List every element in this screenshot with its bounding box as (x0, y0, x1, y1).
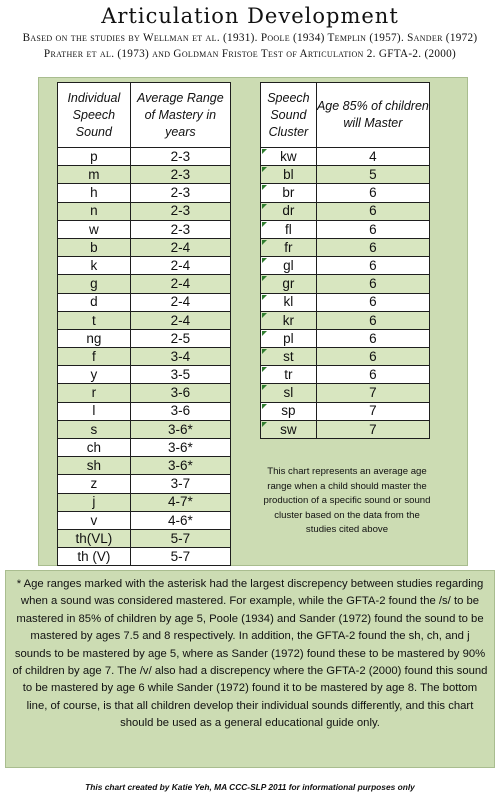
cluster-cluster-cell: sl (261, 384, 317, 402)
cluster-age-cell: 6 (316, 275, 429, 293)
cluster-cluster-cell: sw (261, 420, 317, 438)
sound-sound-cell: g (58, 275, 131, 293)
table-row (261, 202, 430, 220)
table-row (261, 366, 430, 384)
sound-range-cell: 2-4 (130, 238, 230, 256)
sound-range-cell: 3-6* (130, 457, 230, 475)
cluster-cluster-cell: gl (261, 257, 317, 275)
cluster-cluster-cell: sp (261, 402, 317, 420)
sound-sound-cell: z (58, 475, 131, 493)
sound-range-cell: 5-7 (130, 548, 230, 566)
header-age-85-percent: Age 85% of children will Master (316, 83, 429, 148)
cluster-cluster-cell: pl (261, 329, 317, 347)
sound-sound-cell: s (58, 420, 131, 438)
cluster-cluster-cell: fr (261, 238, 317, 256)
table-row (58, 275, 231, 293)
sound-sound-cell: n (58, 202, 131, 220)
sound-sound-cell: y (58, 366, 131, 384)
cluster-age-cell: 6 (316, 238, 429, 256)
sound-range-cell: 2-5 (130, 329, 230, 347)
cluster-age-cell: 7 (316, 384, 429, 402)
cluster-age-cell: 6 (316, 257, 429, 275)
sound-range-cell: 2-3 (130, 148, 230, 166)
cluster-age-cell: 6 (316, 202, 429, 220)
page-subtitle: Based on the studies by Wellman et al. (1931). Poole (1934) Templin (1957). Sander (1972) Prather et al. (1973) and Goldman Fristoe Test of Articulation 2. GFTA-2. (2000) (22, 32, 478, 60)
sound-range-cell: 2-4 (130, 275, 230, 293)
sound-sound-cell: w (58, 220, 131, 238)
cluster-age-cell: 5 (316, 166, 429, 184)
sound-range-cell: 3-6* (130, 420, 230, 438)
table-row (58, 402, 231, 420)
cluster-cluster-cell: kl (261, 293, 317, 311)
sound-range-cell: 3-6 (130, 384, 230, 402)
table-row (58, 202, 231, 220)
sound-clusters-table (260, 82, 430, 439)
cluster-cluster-cell: br (261, 184, 317, 202)
cluster-age-cell: 7 (316, 402, 429, 420)
table-row (58, 311, 231, 329)
table-row (58, 420, 231, 438)
table-row (58, 384, 231, 402)
table-row (261, 184, 430, 202)
table-row (58, 457, 231, 475)
cluster-cluster-cell: gr (261, 275, 317, 293)
cluster-cluster-cell: dr (261, 202, 317, 220)
individual-sounds-table (57, 82, 231, 566)
cluster-age-cell: 4 (316, 148, 429, 166)
table-row (58, 148, 231, 166)
sound-range-cell: 3-7 (130, 475, 230, 493)
table-row (58, 166, 231, 184)
sound-range-cell: 3-5 (130, 366, 230, 384)
sound-sound-cell: h (58, 184, 131, 202)
table-row (58, 329, 231, 347)
sound-range-cell: 2-4 (130, 257, 230, 275)
table-row (58, 220, 231, 238)
table-row (261, 275, 430, 293)
table-row (58, 548, 231, 566)
cluster-age-cell: 6 (316, 366, 429, 384)
cluster-cluster-cell: st (261, 348, 317, 366)
sound-sound-cell: r (58, 384, 131, 402)
footnote-box: * Age ranges marked with the asterisk had the largest discrepency between studies regarding when a sound was considered mastered. For example, while the GFTA-2 found the /s/ to be mastered in 85% of children by age 5, Poole (1934) and Sander (1972) found the sound to be mastered by ages 7.5 and 8 respectively. In addition, the GFTA-2 found the sh, ch, and j sounds to be mastered by age 5, where as Sander (1972) found these to be mastered by 90% of children by age 7. The /v/ also had a discrepency where the GFTA-2 (2000) found this sound to be mastered by age 6 while Sander (1972) found it to be mastered by age 8. The bottom line, of course, is that all children develop their individual sounds differently, and this chart should be used as a general educational guide only. (5, 570, 495, 768)
sound-sound-cell: ng (58, 329, 131, 347)
table-row (261, 148, 430, 166)
cluster-age-cell: 6 (316, 348, 429, 366)
cluster-age-cell: 6 (316, 311, 429, 329)
table-row (58, 184, 231, 202)
cluster-cluster-cell: kr (261, 311, 317, 329)
table-row (261, 220, 430, 238)
table-row (58, 511, 231, 529)
table-row (261, 238, 430, 256)
sound-sound-cell: ch (58, 439, 131, 457)
table-row (58, 493, 231, 511)
sound-range-cell: 2-4 (130, 293, 230, 311)
cluster-cluster-cell: tr (261, 366, 317, 384)
sound-sound-cell: m (58, 166, 131, 184)
sound-sound-cell: th (V) (58, 548, 131, 566)
sound-range-cell: 2-3 (130, 202, 230, 220)
header-speech-sound-cluster: Speech Sound Cluster (261, 83, 317, 148)
sound-sound-cell: l (58, 402, 131, 420)
sound-range-cell: 4-6* (130, 511, 230, 529)
table-row (58, 366, 231, 384)
sound-sound-cell: j (58, 493, 131, 511)
table-row (261, 166, 430, 184)
sound-sound-cell: t (58, 311, 131, 329)
table-row (261, 329, 430, 347)
table-row (58, 293, 231, 311)
sound-sound-cell: th(VL) (58, 529, 131, 547)
cluster-cluster-cell: kw (261, 148, 317, 166)
table-row (261, 311, 430, 329)
table-row (58, 475, 231, 493)
sound-range-cell: 3-6* (130, 439, 230, 457)
sound-sound-cell: b (58, 238, 131, 256)
sound-sound-cell: d (58, 293, 131, 311)
table-row (261, 293, 430, 311)
cluster-cluster-cell: fl (261, 220, 317, 238)
chart-note: This chart represents an average age range when a child should master the production of a specific sound or sound cluster based on the data from the studies cited above (263, 466, 431, 535)
sound-sound-cell: p (58, 148, 131, 166)
table-row (261, 402, 430, 420)
table-row (261, 257, 430, 275)
sound-sound-cell: k (58, 257, 131, 275)
sound-range-cell: 3-6 (130, 402, 230, 420)
sound-sound-cell: v (58, 511, 131, 529)
sound-sound-cell: f (58, 348, 131, 366)
sound-range-cell: 2-3 (130, 166, 230, 184)
sound-range-cell: 2-4 (130, 311, 230, 329)
page-title: Articulation Development (101, 4, 399, 28)
table-row (58, 439, 231, 457)
cluster-age-cell: 6 (316, 184, 429, 202)
sound-range-cell: 2-3 (130, 184, 230, 202)
sound-range-cell: 4-7* (130, 493, 230, 511)
table-row (58, 348, 231, 366)
cluster-cluster-cell: bl (261, 166, 317, 184)
cluster-age-cell: 7 (316, 420, 429, 438)
cluster-age-cell: 6 (316, 293, 429, 311)
header-individual-speech-sound: Individual Speech Sound (58, 83, 131, 148)
table-row (261, 384, 430, 402)
table-row (261, 348, 430, 366)
table-row (58, 529, 231, 547)
sound-sound-cell: sh (58, 457, 131, 475)
sound-range-cell: 5-7 (130, 529, 230, 547)
cluster-age-cell: 6 (316, 220, 429, 238)
sound-range-cell: 2-3 (130, 220, 230, 238)
sound-range-cell: 3-4 (130, 348, 230, 366)
table-row (261, 420, 430, 438)
table-row (58, 257, 231, 275)
table-row (58, 238, 231, 256)
header-average-range: Average Range of Mastery in years (130, 83, 230, 148)
credit-line: This chart created by Katie Yeh, MA CCC-SLP 2011 for informational purposes only (85, 782, 415, 792)
cluster-age-cell: 6 (316, 329, 429, 347)
